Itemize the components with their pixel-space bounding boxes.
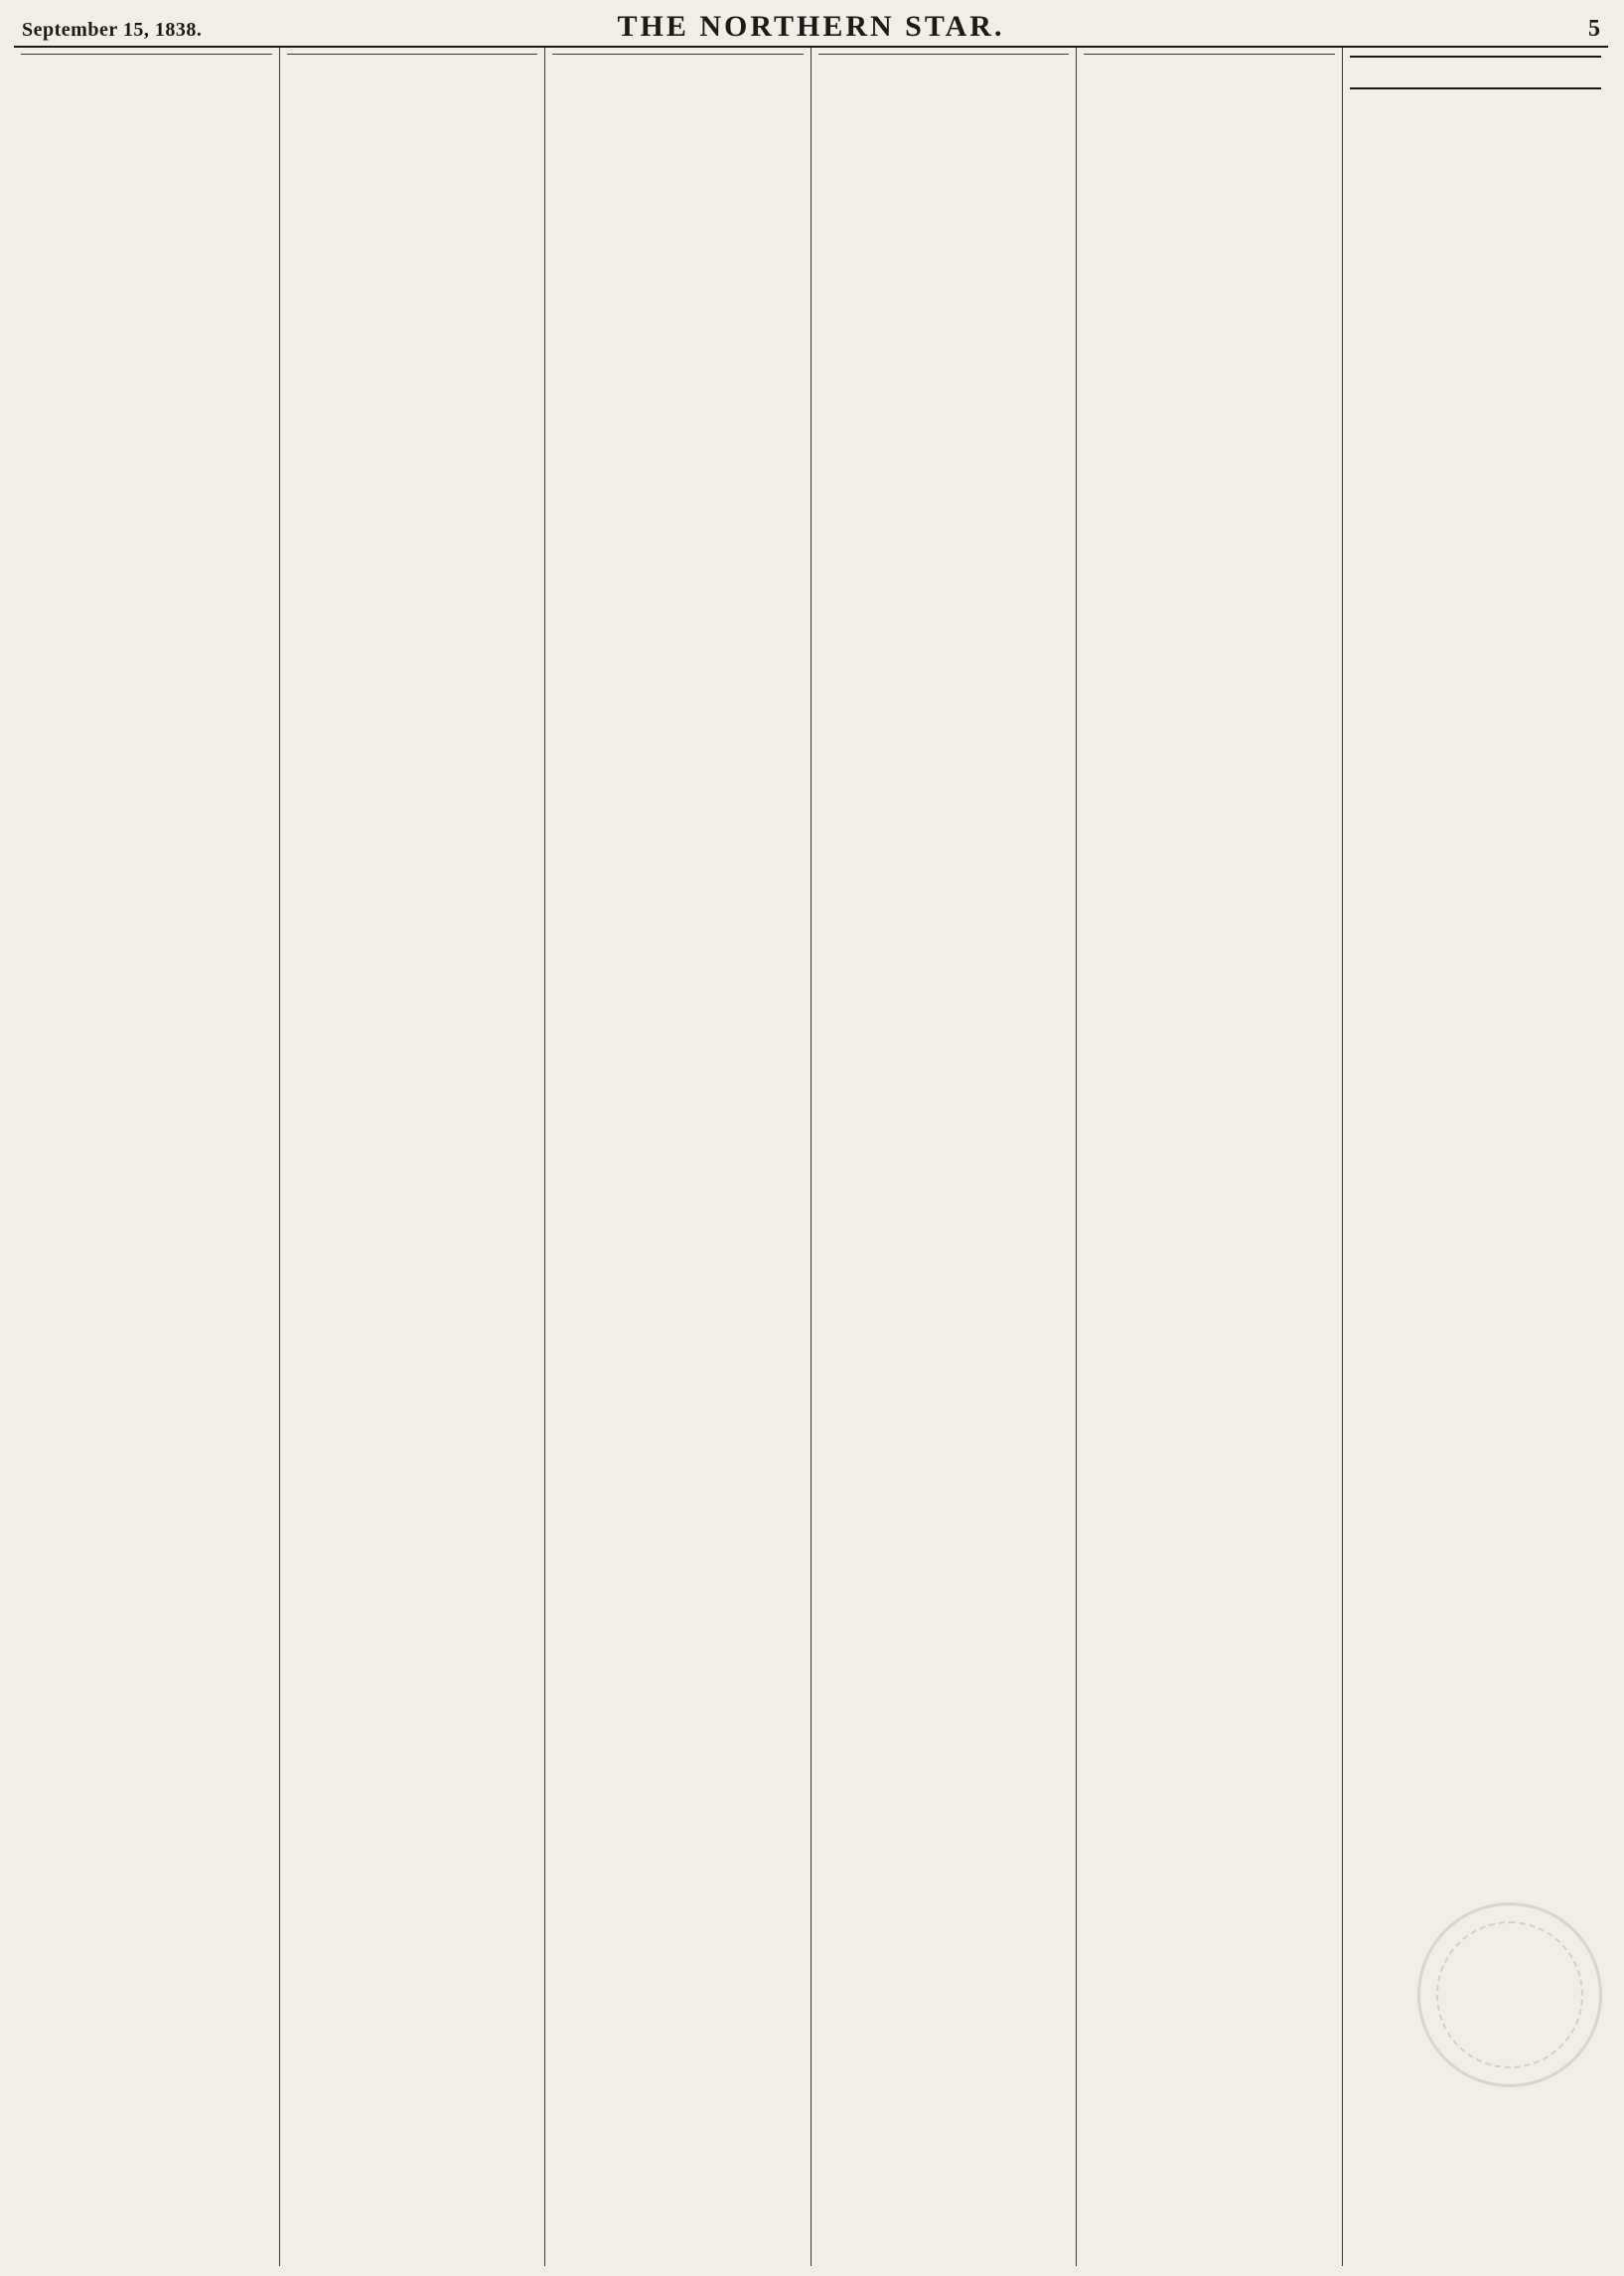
page-number: 5 [1588, 16, 1600, 42]
issue-date: September 15, 1838. [22, 19, 203, 41]
portrait-advertisement [1350, 56, 1602, 89]
column-2 [280, 48, 546, 2266]
divider [1084, 54, 1335, 55]
masthead [14, 12, 1608, 48]
divider [287, 54, 538, 55]
library-stamp [1417, 1902, 1602, 2087]
divider [818, 54, 1070, 55]
column-3 [545, 48, 812, 2266]
divider [21, 54, 272, 55]
column-5 [1077, 48, 1343, 2266]
column-4 [812, 48, 1078, 2266]
newspaper-title: THE NORTHERN STAR. [617, 10, 1005, 43]
column-1 [14, 48, 280, 2266]
columns [14, 48, 1608, 2266]
divider [552, 54, 804, 55]
